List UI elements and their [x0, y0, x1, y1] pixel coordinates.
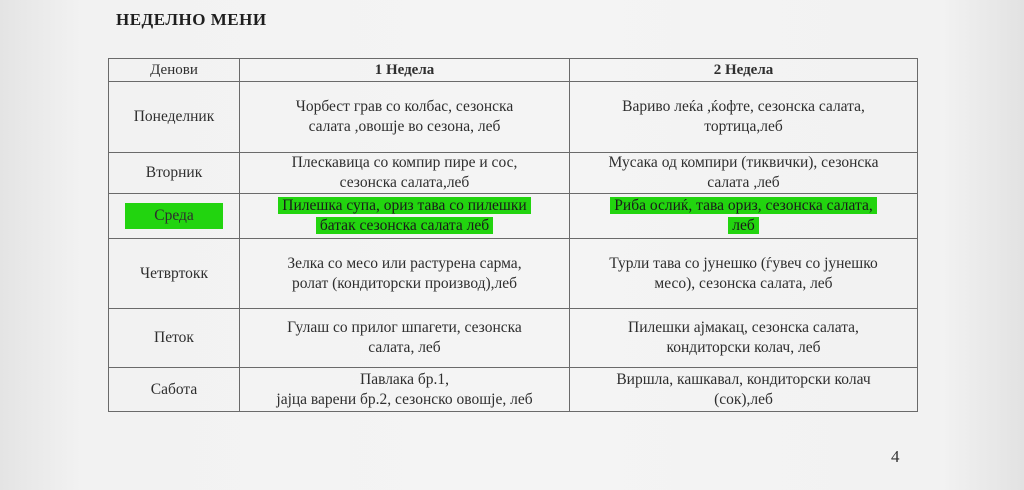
- header-week-1: 1 Недела: [240, 59, 570, 82]
- highlighted-menu-line: Пилешка супа, ориз тава со пилешки: [278, 197, 530, 214]
- week1-cell: [240, 368, 570, 412]
- weekly-menu-table: [108, 58, 918, 412]
- day-cell: Вторник: [109, 153, 240, 194]
- day-cell: Четвртокк: [109, 239, 240, 309]
- week2-cell: [570, 309, 918, 368]
- menu-line: Пилешки ајмакац, сезонска салата,: [628, 319, 859, 336]
- menu-line: кондиторски колач, леб: [666, 339, 821, 356]
- menu-line: Зелка со месо или растурена сарма,: [287, 254, 522, 272]
- table-row-friday: [109, 309, 918, 368]
- menu-line: салата ,овошје во сезона, леб: [308, 118, 501, 135]
- highlighted-menu-line: Риба ослиќ, тава ориз, сезонска салата,: [610, 197, 876, 214]
- week1-cell: [240, 194, 570, 239]
- table-row-monday: [109, 82, 918, 153]
- menu-line: Турли тава со јунешко (ѓувеч со јунешко: [609, 254, 878, 272]
- day-cell: Понеделник: [109, 82, 240, 153]
- day-cell: [109, 194, 240, 239]
- menu-line: сезонска салата,леб: [339, 174, 470, 191]
- week2-cell: [570, 194, 918, 239]
- menu-line: (сок),леб: [714, 390, 773, 408]
- page-title: НЕДЕЛНО МЕНИ: [116, 10, 267, 29]
- week1-cell: [240, 153, 570, 194]
- menu-line: месо), сезонска салата, леб: [654, 274, 833, 292]
- week2-cell: [570, 82, 918, 153]
- highlighted-menu-line: леб: [728, 217, 759, 234]
- menu-line: Плескавица со компир пире и сос,: [291, 154, 518, 171]
- day-cell: Петок: [109, 309, 240, 368]
- menu-line: Чорбест грав со колбас, сезонска: [295, 98, 514, 115]
- day-cell: Сабота: [109, 368, 240, 412]
- menu-line: салата ,леб: [707, 174, 780, 191]
- table-row-wednesday: [109, 194, 918, 239]
- menu-line: Вариво леќа ,ќофте, сезонска салата,: [622, 98, 865, 115]
- menu-line: Виршла, кашкавал, кондиторски колач: [616, 370, 871, 388]
- table-header-row: [109, 59, 918, 82]
- highlighted-menu-line: батак сезонска салата леб: [316, 217, 493, 234]
- week1-cell: [240, 239, 570, 309]
- table-row-thursday: [109, 239, 918, 309]
- menu-line: Гулаш со прилог шпагети, сезонска: [287, 319, 522, 336]
- week2-cell: [570, 239, 918, 309]
- page-number: 4: [891, 447, 900, 466]
- highlighted-day: Среда: [125, 203, 223, 229]
- menu-line: салата, леб: [368, 339, 441, 356]
- table-row-saturday: [109, 368, 918, 412]
- header-week-2: 2 Недела: [570, 59, 918, 82]
- table-row-tuesday: [109, 153, 918, 194]
- menu-line: тортица,леб: [704, 118, 783, 135]
- week1-cell: [240, 82, 570, 153]
- menu-line: ролат (кондиторски производ),леб: [291, 274, 518, 292]
- menu-line: Павлака бр.1,: [360, 370, 449, 388]
- menu-line: јајца варени бр.2, сезонско овошје, леб: [276, 390, 533, 408]
- menu-line: Мусака од компири (тиквички), сезонска: [608, 154, 879, 171]
- week2-cell: [570, 368, 918, 412]
- week2-cell: [570, 153, 918, 194]
- header-days: Денови: [109, 59, 240, 82]
- week1-cell: [240, 309, 570, 368]
